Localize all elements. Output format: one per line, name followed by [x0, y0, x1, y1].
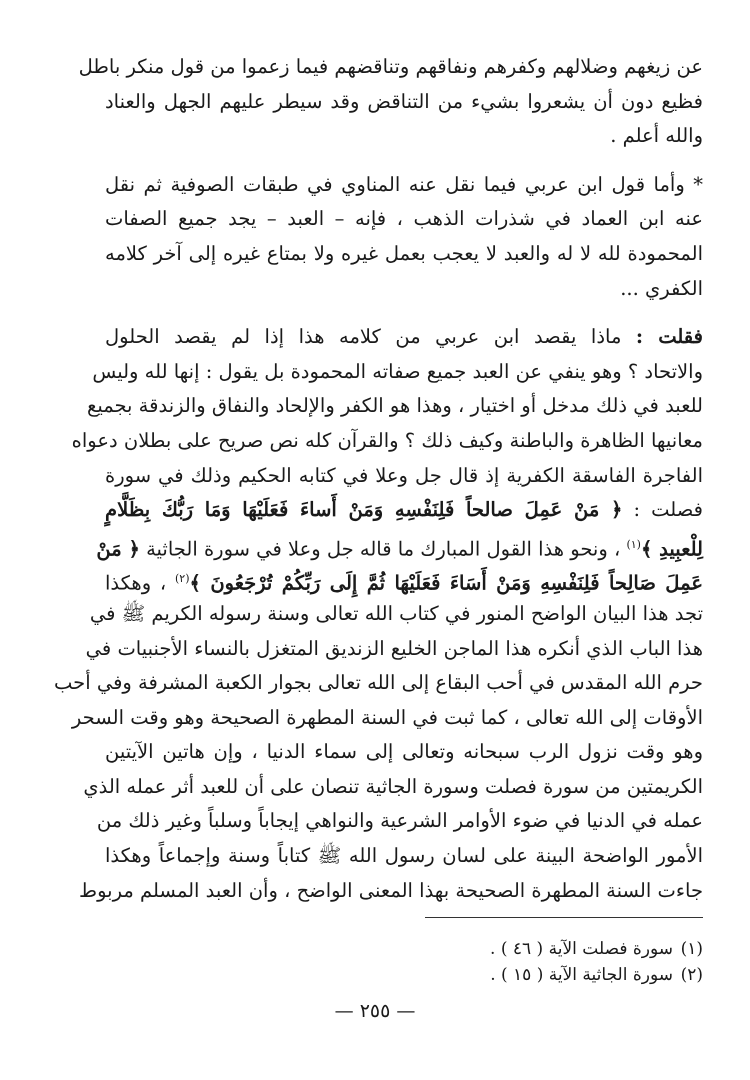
text-fragment: فصلت : — [622, 498, 703, 522]
text-fragment: ، وهكذا — [105, 571, 175, 595]
footnote-number: (٢) — [680, 965, 703, 985]
footnote-marker: (١) — [626, 537, 641, 551]
text-line: الأمور الواضحة البينة على لسان رسول الله ﷺ كتاباً وسنة وإجماعاً وهكذا — [105, 844, 703, 868]
footnote-item — [490, 962, 703, 988]
quran-verse: عَمِلَ صَالِحاً فَلِنَفْسِهِ وَمَنْ أَسَاءَ فَعَلَيْهَا ثُمَّ إِلَى رَبِّكُمْ تُرْجَعُونَ ﴾ — [189, 571, 703, 595]
text-line: للعبد في ذلك مدخل أو اختيار ، وهذا هو الكفر والإلحاد والنفاق والزندقة بجميع — [86, 394, 703, 418]
text-line: عن زيغهم وضلالهم وكفرهم ونفاقهم وتناقضهم فيما زعموا من قول منكر باطل — [78, 55, 703, 78]
page-body — [54, 50, 703, 908]
text-line: الكريمتين من سورة فصلت وسورة الجاثية تنصان على أن للعبد أثر عمله الذي — [83, 774, 703, 798]
text-line: معانيها الظاهرة والباطنة وكيف ذلك ؟ والقرآن كله نص صريح على بطلان دعواه — [71, 428, 703, 452]
text-line: تجد هذا البيان الواضح المنور في كتاب الله تعالى وسنة رسوله الكريم ﷺ في — [89, 601, 703, 625]
text-line: الأوقات إلى الله تعالى ، كما ثبت في السنة المطهرة الصحيحة وهو وقت السحر — [71, 705, 703, 729]
text-line — [96, 528, 703, 563]
footnote-text: سورة الجاثية الآية ( ١٥ ) . — [490, 965, 673, 985]
footnote-item — [490, 936, 703, 962]
text-line: عنه ابن العماد في شذرات الذهب ، فإنه – العبد – يجد جميع الصفات — [105, 207, 703, 231]
text-fragment: ، ونحو هذا القول المبارك ما قاله جل وعلا في سورة الجاثية — [139, 537, 627, 561]
paragraph-gap — [105, 306, 703, 320]
paragraph-1 — [78, 50, 703, 154]
paragraph-gap — [105, 154, 703, 168]
quran-verse: لِلْعبِيدِ ﴾ — [640, 537, 703, 561]
footnote-marker: (٢) — [175, 572, 190, 586]
text-line: الكفري ... — [620, 276, 703, 300]
text-line: والاتحاد ؟ وهو ينفي عن العبد جميع صفاته المحمودة بل يقول : إنها لله وليس — [92, 359, 703, 383]
text-line: * وأما قول ابن عربي فيما نقل عنه المناوي في طبقات الصوفية ثم نقل — [105, 172, 703, 196]
text-line: وهو وقت نزول الرب سبحانه وتعالى إلى سماء الدنيا ، وإن هاتين الآيتين — [105, 740, 703, 764]
page-number: — ٢٥٥ — — [334, 1000, 416, 1022]
text-line: حرم الله المقدس في أحب البقاع إلى الله تعالى بجوار الكعبة المشرفة وفي أحب — [54, 671, 703, 695]
text-line: فظيع دون أن يشعروا بشيء من التناقض وقد سيطر عليهم الجهل والعناد — [105, 89, 703, 113]
text-line: عمله في الدنيا في ضوء الأوامر الشرعية والنواهي إيجاباً وسلباً وغير ذلك من — [96, 809, 703, 833]
text-line: جاءت السنة المطهرة الصحيحة بهذا المعنى الواضح ، وأن العبد المسلم مربوط — [79, 878, 703, 902]
footnote-text: سورة فصلت الآية ( ٤٦ ) . — [490, 939, 673, 959]
paragraph-3 — [54, 320, 703, 908]
footnote-divider — [425, 917, 703, 918]
quran-verse: ﴿ مَنْ عَمِلَ صالحاً فَلِنَفْسِهِ وَمَنْ أَساءَ فَعَلَيْهَا وَمَا رَبُّكَ بِظَلَّامٍ — [105, 498, 623, 522]
text-line: هذا الباب الذي أنكره هذا الماجن الخليع الزنديق المتغزل بالنساء الأجنبيات في — [85, 636, 703, 660]
lead-word: فقلت : — [635, 325, 703, 349]
text-line: الفاجرة الفاسقة الكفرية إذ قال جل وعلا في كتابه الحكيم وذلك في سورة — [105, 463, 703, 487]
text-line — [105, 493, 703, 528]
quran-verse: ﴿ مَنْ — [96, 537, 140, 561]
text-line — [105, 320, 703, 355]
text-line — [105, 562, 703, 597]
text-line: المحمودة لله لا له والعبد لا يعجب بعمل غيره ولا بمتاع غيره إلى آخر كلامه — [105, 241, 703, 265]
footnote-number: (١) — [680, 939, 703, 959]
footnotes — [490, 936, 703, 988]
text-fragment: ماذا يقصد ابن عربي من كلامه هذا إذا لم يقصد الحلول — [105, 325, 636, 349]
text-line: والله أعلم . — [610, 124, 703, 148]
paragraph-2 — [105, 168, 703, 306]
